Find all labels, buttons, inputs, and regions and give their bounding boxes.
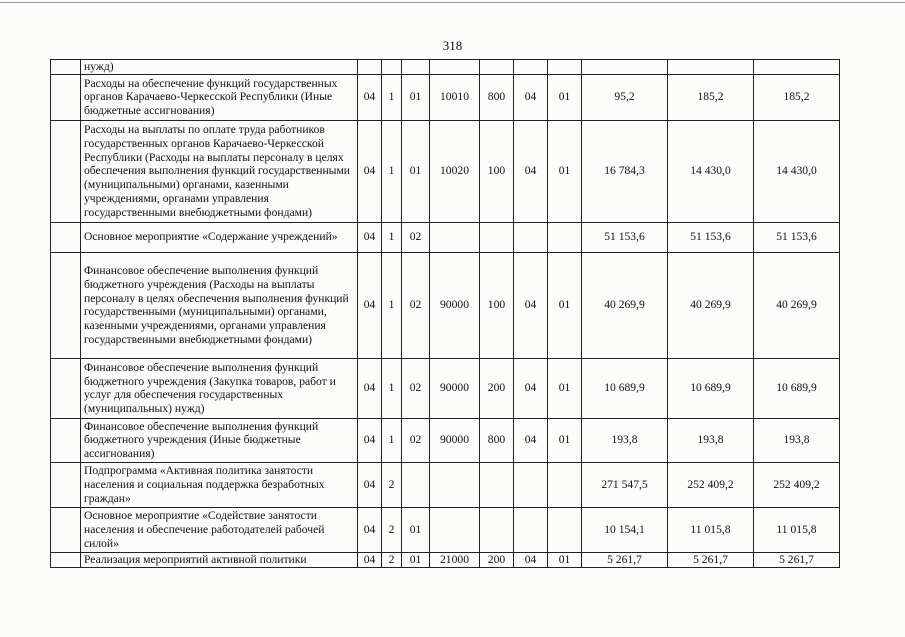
code-direction: 90000 — [430, 252, 480, 358]
table-row — [51, 358, 840, 418]
row-number-cell — [51, 74, 81, 120]
row-number-cell — [51, 462, 81, 507]
row-description: Реализация мероприятий активной политики — [81, 552, 358, 567]
code-direction: 21000 — [430, 552, 480, 567]
code-subdivision — [548, 60, 582, 75]
code-section: 04 — [358, 462, 382, 507]
code-section: 04 — [358, 120, 382, 222]
code-expense-type — [480, 462, 514, 507]
amount-year-3 — [754, 60, 840, 75]
amount-year-2: 10 689,9 — [668, 358, 754, 418]
table-row — [51, 418, 840, 462]
code-expense-type — [480, 222, 514, 252]
code-section: 04 — [358, 252, 382, 358]
code-direction — [430, 60, 480, 75]
code-subdivision — [548, 507, 582, 552]
code-section: 04 — [358, 507, 382, 552]
code-direction: 90000 — [430, 358, 480, 418]
table-row — [51, 252, 840, 358]
code-expense-type: 100 — [480, 120, 514, 222]
table-row — [51, 222, 840, 252]
row-description: Финансовое обеспечение выполнения функций бюджетного учреждения (Иные бюджетные ассигнования) — [81, 418, 358, 462]
code-division: 04 — [514, 252, 548, 358]
code-subdivision — [548, 222, 582, 252]
amount-year-3: 10 689,9 — [754, 358, 840, 418]
amount-year-1: 51 153,6 — [582, 222, 668, 252]
code-activity: 02 — [402, 252, 430, 358]
code-direction — [430, 222, 480, 252]
amount-year-3: 252 409,2 — [754, 462, 840, 507]
amount-year-3: 193,8 — [754, 418, 840, 462]
code-division: 04 — [514, 358, 548, 418]
amount-year-2: 185,2 — [668, 74, 754, 120]
row-number-cell — [51, 120, 81, 222]
row-number-cell — [51, 222, 81, 252]
row-number-cell — [51, 507, 81, 552]
code-direction: 10020 — [430, 120, 480, 222]
row-description: Основное мероприятие «Содействие занятости населения и обеспечение работодателей рабочей силой» — [81, 507, 358, 552]
code-direction: 10010 — [430, 74, 480, 120]
row-description: Расходы на выплаты по оплате труда работников государственных органов Карачаево-Черкесской Республики (Расходы на выплаты персоналу в целях обеспечения выполнения функций государственными (муниципальными) органами, казенными учреждениями, органами управления государственными внебюджетными фондами) — [81, 120, 358, 222]
code-subdivision: 01 — [548, 418, 582, 462]
amount-year-3: 11 015,8 — [754, 507, 840, 552]
code-activity — [402, 60, 430, 75]
code-subdivision: 01 — [548, 120, 582, 222]
amount-year-1: 16 784,3 — [582, 120, 668, 222]
amount-year-2: 14 430,0 — [668, 120, 754, 222]
code-division: 04 — [514, 120, 548, 222]
row-description: Расходы на обеспечение функций государственных органов Карачаево-Черкесской Республики (Иные бюджетные ассигнования) — [81, 74, 358, 120]
code-activity: 01 — [402, 507, 430, 552]
code-subdivision: 01 — [548, 552, 582, 567]
code-expense-type: 200 — [480, 552, 514, 567]
code-subdivision: 01 — [548, 358, 582, 418]
code-subprogram: 1 — [382, 418, 402, 462]
code-expense-type: 800 — [480, 418, 514, 462]
code-subdivision: 01 — [548, 252, 582, 358]
code-direction — [430, 462, 480, 507]
table-row — [51, 507, 840, 552]
table-row — [51, 462, 840, 507]
amount-year-1: 5 261,7 — [582, 552, 668, 567]
code-direction: 90000 — [430, 418, 480, 462]
code-expense-type: 200 — [480, 358, 514, 418]
amount-year-2: 252 409,2 — [668, 462, 754, 507]
amount-year-2 — [668, 60, 754, 75]
code-expense-type — [480, 60, 514, 75]
code-division — [514, 60, 548, 75]
row-description: Финансовое обеспечение выполнения функций бюджетного учреждения (Закупка товаров, работ и услуг для обеспечения государственных (муниципальных) нужд) — [81, 358, 358, 418]
row-description: Основное мероприятие «Содержание учреждений» — [81, 222, 358, 252]
code-expense-type: 100 — [480, 252, 514, 358]
code-subprogram: 2 — [382, 462, 402, 507]
code-subprogram: 1 — [382, 222, 402, 252]
amount-year-3: 185,2 — [754, 74, 840, 120]
code-activity: 01 — [402, 552, 430, 567]
code-subprogram — [382, 60, 402, 75]
code-section: 04 — [358, 418, 382, 462]
amount-year-1: 10 689,9 — [582, 358, 668, 418]
row-number-cell — [51, 418, 81, 462]
code-subdivision: 01 — [548, 74, 582, 120]
amount-year-1: 95,2 — [582, 74, 668, 120]
code-subdivision — [548, 462, 582, 507]
amount-year-3: 40 269,9 — [754, 252, 840, 358]
table-row — [51, 120, 840, 222]
code-division — [514, 507, 548, 552]
code-subprogram: 2 — [382, 552, 402, 567]
amount-year-1: 40 269,9 — [582, 252, 668, 358]
code-section: 04 — [358, 552, 382, 567]
amount-year-1: 10 154,1 — [582, 507, 668, 552]
code-division — [514, 462, 548, 507]
amount-year-3: 51 153,6 — [754, 222, 840, 252]
code-subprogram: 1 — [382, 74, 402, 120]
amount-year-2: 40 269,9 — [668, 252, 754, 358]
amount-year-2: 51 153,6 — [668, 222, 754, 252]
code-expense-type: 800 — [480, 74, 514, 120]
code-division — [514, 222, 548, 252]
amount-year-3: 5 261,7 — [754, 552, 840, 567]
row-number-cell — [51, 60, 81, 75]
code-activity: 02 — [402, 418, 430, 462]
amount-year-1: 193,8 — [582, 418, 668, 462]
row-description: Финансовое обеспечение выполнения функций бюджетного учреждения (Расходы на выплаты персоналу в целях обеспечения выполнения функций государственными (муниципальными) органами, казенными учреждениями, органами управления государственными внебюджетными фондами) — [81, 252, 358, 358]
code-section: 04 — [358, 358, 382, 418]
code-subprogram: 2 — [382, 507, 402, 552]
code-section — [358, 60, 382, 75]
table-row — [51, 74, 840, 120]
amount-year-3: 14 430,0 — [754, 120, 840, 222]
code-division: 04 — [514, 74, 548, 120]
code-subprogram: 1 — [382, 252, 402, 358]
code-division: 04 — [514, 418, 548, 462]
amount-year-1: 271 547,5 — [582, 462, 668, 507]
code-activity — [402, 462, 430, 507]
row-number-cell — [51, 552, 81, 567]
row-number-cell — [51, 252, 81, 358]
code-division: 04 — [514, 552, 548, 567]
row-number-cell — [51, 358, 81, 418]
code-section: 04 — [358, 222, 382, 252]
row-description: нужд) — [81, 60, 358, 75]
page-top-edge-line — [0, 2, 905, 3]
code-direction — [430, 507, 480, 552]
table-row — [51, 60, 840, 75]
amount-year-2: 11 015,8 — [668, 507, 754, 552]
code-expense-type — [480, 507, 514, 552]
amount-year-1 — [582, 60, 668, 75]
code-subprogram: 1 — [382, 120, 402, 222]
table-row — [51, 552, 840, 567]
row-description: Подпрограмма «Активная политика занятости населения и социальная поддержка безработных граждан» — [81, 462, 358, 507]
page-number: 318 — [442, 38, 463, 53]
code-activity: 02 — [402, 358, 430, 418]
budget-table — [50, 59, 840, 568]
code-activity: 01 — [402, 74, 430, 120]
code-activity: 01 — [402, 120, 430, 222]
code-section: 04 — [358, 74, 382, 120]
code-activity: 02 — [402, 222, 430, 252]
amount-year-2: 5 261,7 — [668, 552, 754, 567]
amount-year-2: 193,8 — [668, 418, 754, 462]
code-subprogram: 1 — [382, 358, 402, 418]
